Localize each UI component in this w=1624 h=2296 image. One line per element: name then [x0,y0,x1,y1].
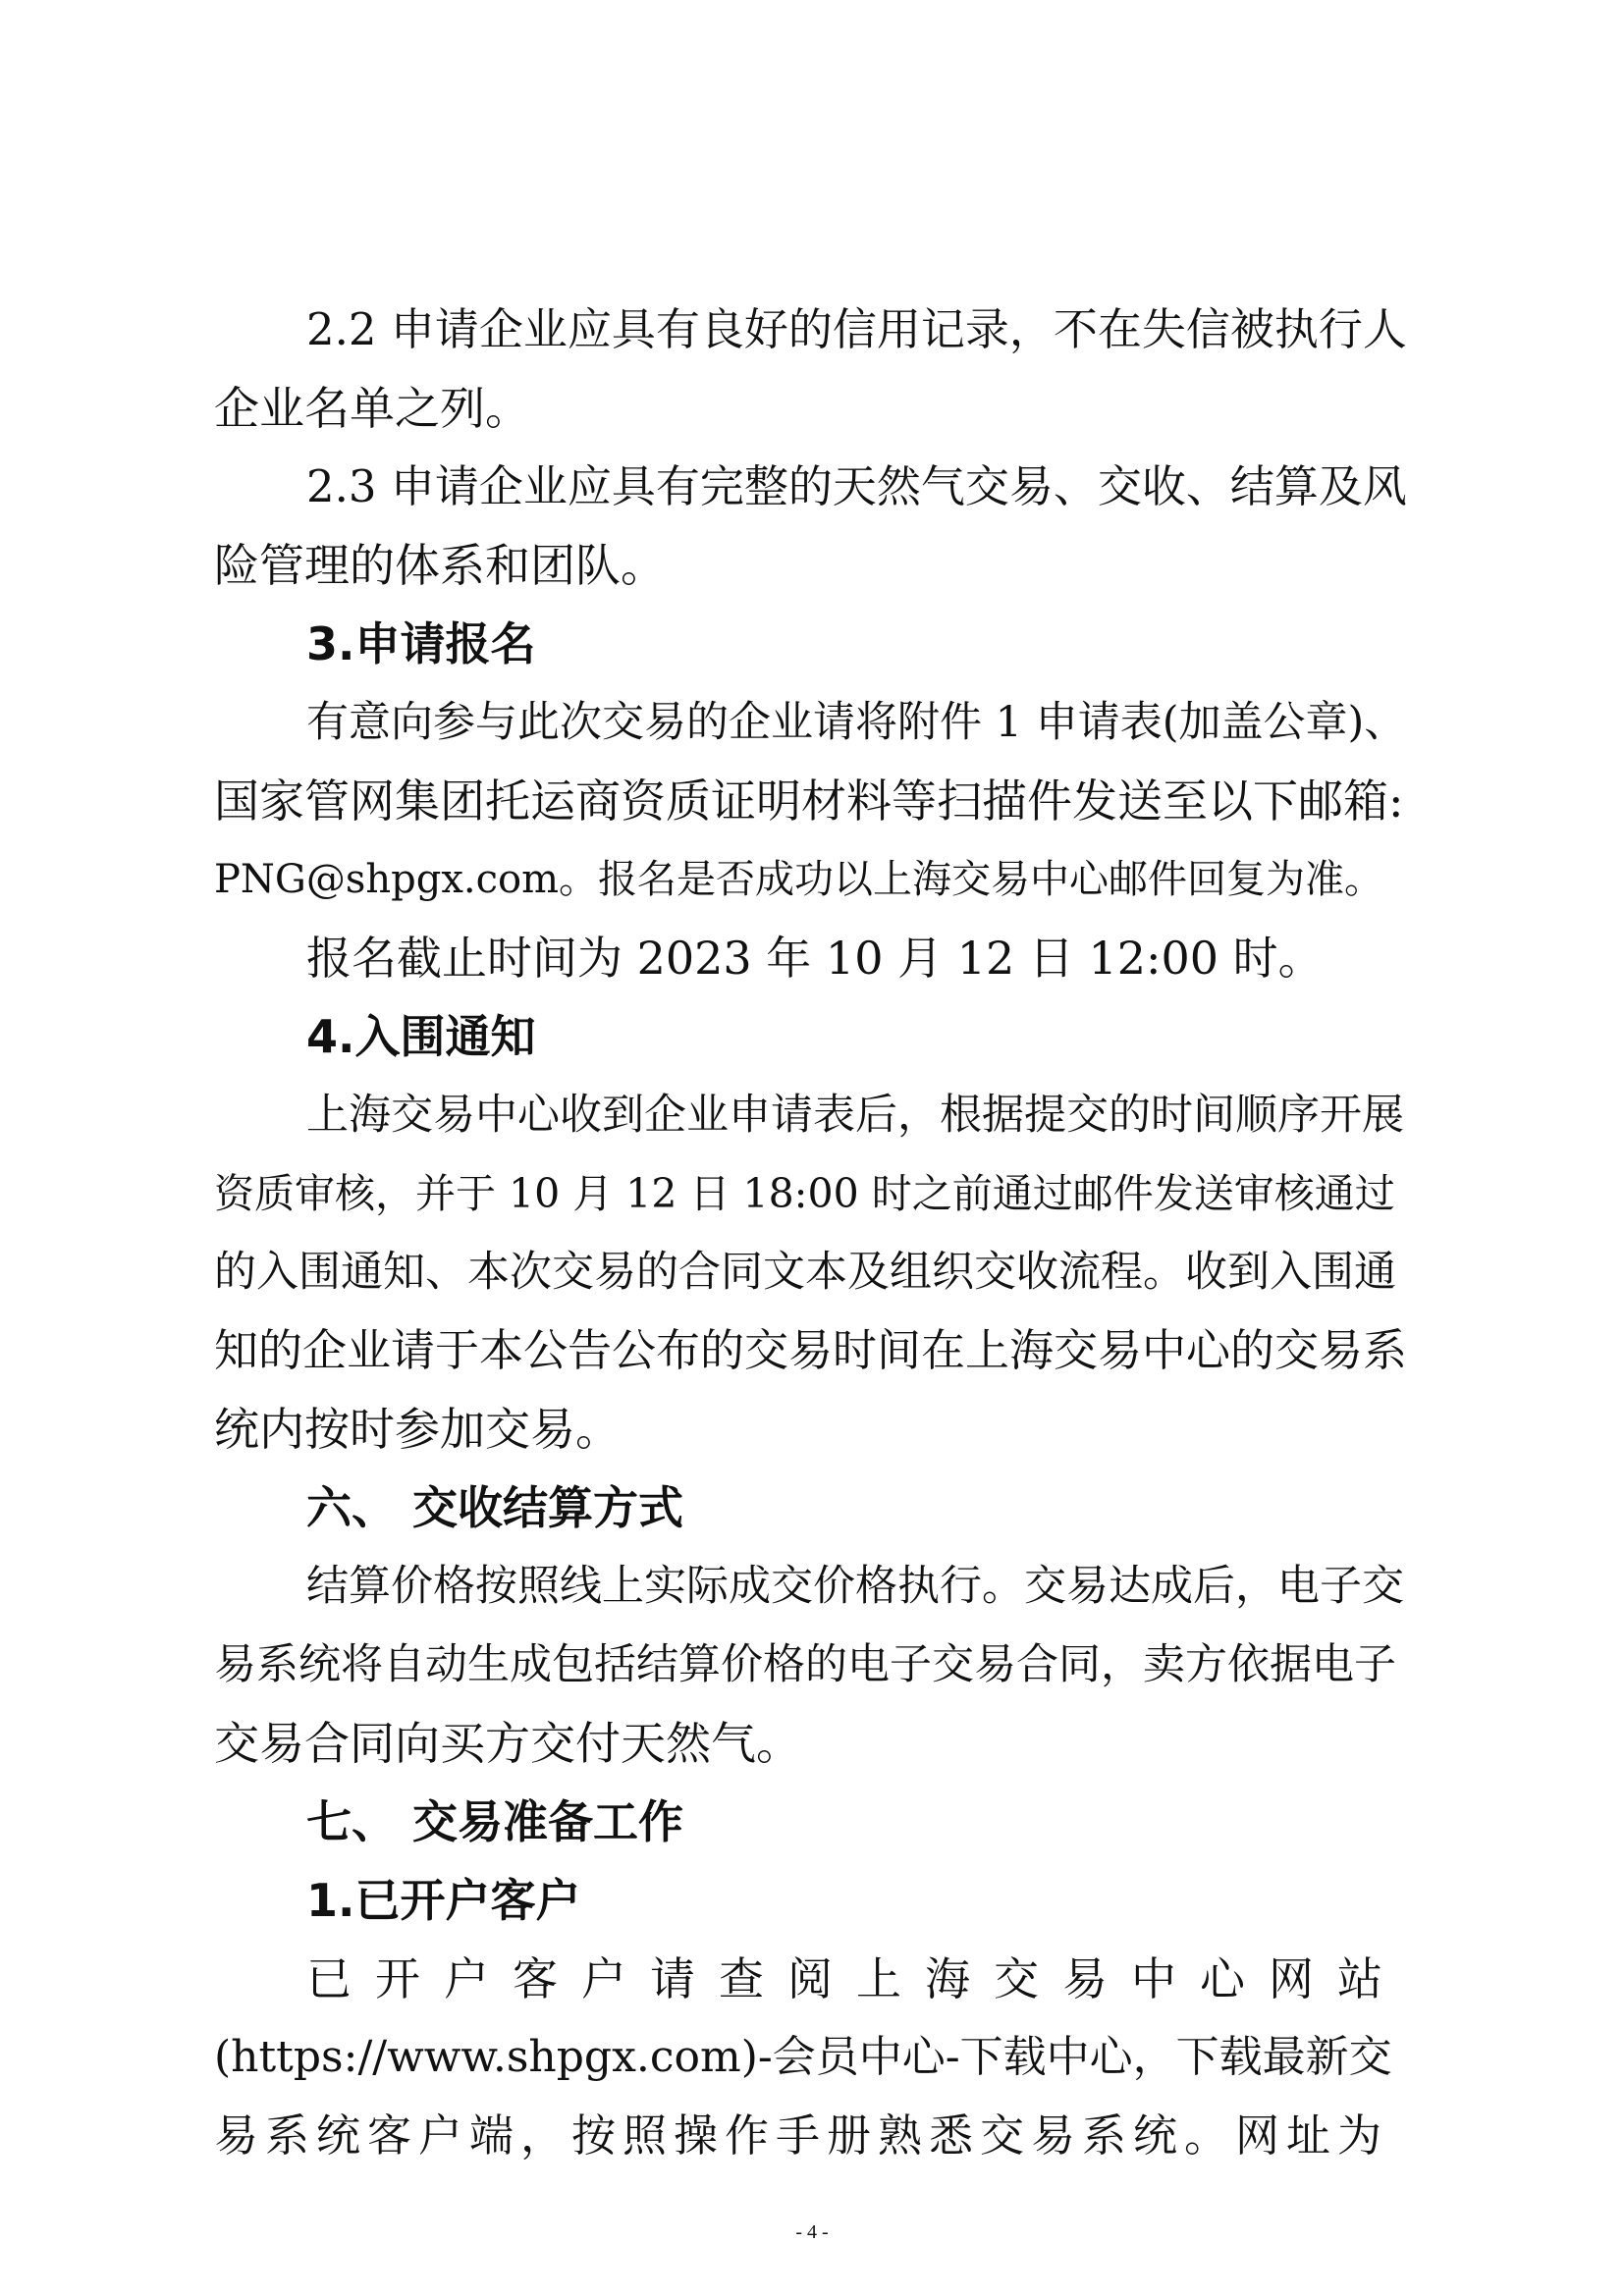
line-text: 易系统将自动生成包括结算价格的电子交易合同，卖方依据电子 [214,1640,1396,1689]
line-text: 的入围通知、本次交易的合同文本及组织交收流程。收到入围通 [214,1248,1396,1297]
section-heading [0,997,1624,1076]
paragraph-line [0,840,1624,919]
paragraph-line [0,1626,1624,1704]
section-heading [0,1783,1624,1861]
heading-text: 3.申请报名 [306,617,536,670]
line-text: 知的企业请于本公告公布的交易时间在上海交易中心的交易系 [214,1324,1408,1376]
paragraph-line [0,1076,1624,1154]
paragraph-line [0,1233,1624,1311]
line-text: (https://www.shpgx.com)-会员中心-下载中心，下载最新交 [214,2032,1392,2082]
heading-text: 4.入围通知 [306,1010,536,1063]
paragraph-line [0,1940,1624,2018]
section-heading [0,1861,1624,1940]
line-text: 国家管网集团托运商资质证明材料等扫描件发送至以下邮箱: [214,774,1404,828]
line-text: 统内按时参加交易。 [214,1403,621,1456]
line-text: 企业名单之列。 [214,382,530,435]
paragraph-line [0,291,1624,369]
section-heading [0,605,1624,683]
line-text: 资质审核，并于 10 月 12 日 18:00 时之前通过邮件发送审核通过 [214,1170,1395,1217]
paragraph-line [0,1311,1624,1390]
paragraph-line [0,526,1624,605]
section-heading [0,1468,1624,1547]
paragraph-line [0,2097,1624,2175]
line-text: 易系统客户端，按照操作手册熟悉交易系统。网址为 [214,2109,1389,2162]
page-number: - 4 - [795,2221,829,2243]
line-text: 上海交易中心收到企业申请表后，根据提交的时间顺序开展 [306,1091,1404,1140]
paragraph-line [0,1704,1624,1783]
line-text: 2.3 申请企业应具有完整的天然气交易、交收、结算及风 [306,460,1407,512]
paragraph-line [0,369,1624,448]
paragraph-line [0,448,1624,526]
paragraph-line [0,919,1624,997]
line-text: 有意向参与此次交易的企业请将附件 1 申请表(加盖公章)、 [306,698,1407,747]
heading-text: 1.已开户客户 [306,1874,581,1927]
paragraph-line [0,683,1624,762]
line-text: 2.2 申请企业应具有良好的信用记录，不在失信被执行人 [306,303,1407,355]
line-text: 报名截止时间为 2023 年 10 月 12 日 12:00 时。 [306,932,1324,985]
line-text: PNG@shpgx.com。报名是否成功以上海交易中心邮件回复为准。 [214,857,1384,902]
line-text: 险管理的体系和团队。 [214,539,666,592]
paragraph-line [0,1154,1624,1233]
line-text: 已开户客户请查阅上海交易中心网站 [306,1952,1406,2005]
paragraph-line [0,1390,1624,1468]
paragraph-line [0,2018,1624,2097]
heading-text: 七、 交易准备工作 [306,1795,684,1848]
paragraph-line [0,762,1624,840]
heading-text: 六、 交收结算方式 [306,1481,684,1534]
line-text: 结算价格按照线上实际成交价格执行。交易达成后，电子交 [306,1562,1404,1611]
line-text: 交易合同向买方交付天然气。 [214,1717,801,1770]
paragraph-line [0,1547,1624,1626]
